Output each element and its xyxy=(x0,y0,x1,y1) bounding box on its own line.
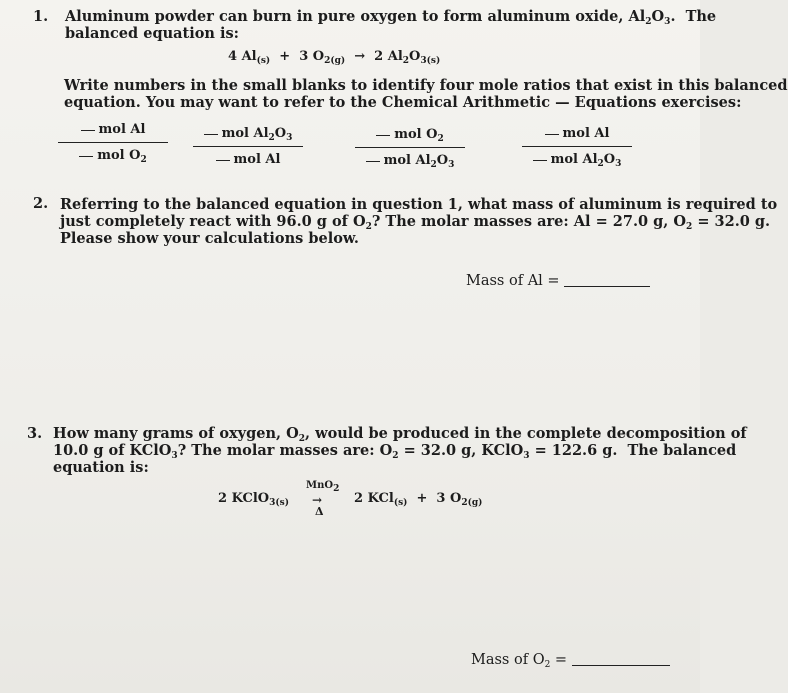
heat-symbol: Δ xyxy=(315,505,324,518)
question-1-number: 1. xyxy=(33,8,49,25)
question-2-text-line2: just completely react with 96.0 g of $O_2$? The molar masses are: Al = 27.0 g, $O_2 = 32.0$ g. xyxy=(60,213,771,232)
mole-ratio-1: mol Al mol $O_2$ xyxy=(58,121,168,165)
blank-input[interactable] xyxy=(545,134,559,135)
answer-mass-al: Mass of Al = xyxy=(466,273,650,289)
blank-input[interactable] xyxy=(533,160,547,161)
question-1-text-line2: balanced equation is: xyxy=(65,25,240,42)
question-3-text-line1: How many grams of oxygen, $O_2$, would be produced in the complete decomposition of xyxy=(53,425,747,444)
instruction-line1: Write numbers in the small blanks to identify four mole ratios that exist in this balanced xyxy=(64,77,788,94)
question-2-text-line3: Please show your calculations below. xyxy=(60,230,359,247)
blank-input[interactable] xyxy=(216,160,230,161)
question-3-number: 3. xyxy=(27,425,43,442)
blank-input[interactable] xyxy=(204,134,218,135)
question-3-text-line2: 10.0 g of KClO$_3$? The molar masses are: $O_2 = 32.0$ g, KClO$_3$ = 122.6 g. The balanced xyxy=(53,442,737,461)
answer-mass-o2: Mass of $O_2$ = xyxy=(471,652,670,668)
mole-ratio-2: mol $Al_2O_3$ mol Al xyxy=(193,125,303,169)
mole-ratio-4: mol Al mol $Al_2O_3$ xyxy=(522,125,632,169)
answer-blank-al[interactable] xyxy=(564,286,650,287)
question-1-text-line1: Aluminum powder can burn in pure oxygen to form aluminum oxide, $Al_2O_3$. The xyxy=(65,8,717,27)
question-2-number: 2. xyxy=(33,195,49,212)
reaction-arrow: → xyxy=(312,493,323,507)
balanced-equation-1: 4 $Al_{(s)} + 3$ $O_{2(g)} \to 2$ $Al_2O_{3(s)}$ xyxy=(228,49,441,66)
products: 2 KCl$_{(s)}$ + 3 $O_{2(g)}$ xyxy=(354,491,483,508)
instruction-line2: equation. You may want to refer to the Chemical Arithmetic — Equations exercises: xyxy=(64,94,742,111)
question-2-text-line1: Referring to the balanced equation in question 1, what mass of aluminum is required to xyxy=(60,196,778,213)
balanced-equation-2: 2 KClO$_{3(s)}$ xyxy=(218,491,289,508)
blank-input[interactable] xyxy=(81,130,95,131)
question-3-text-line3: equation is: xyxy=(53,459,149,476)
blank-input[interactable] xyxy=(366,161,380,162)
answer-blank-o2[interactable] xyxy=(572,665,670,666)
catalyst-label: MnO$_2$ xyxy=(306,480,340,494)
blank-input[interactable] xyxy=(376,135,390,136)
blank-input[interactable] xyxy=(79,156,93,157)
mole-ratio-3: mol $O_2$ mol $Al_2O_3$ xyxy=(355,126,465,170)
